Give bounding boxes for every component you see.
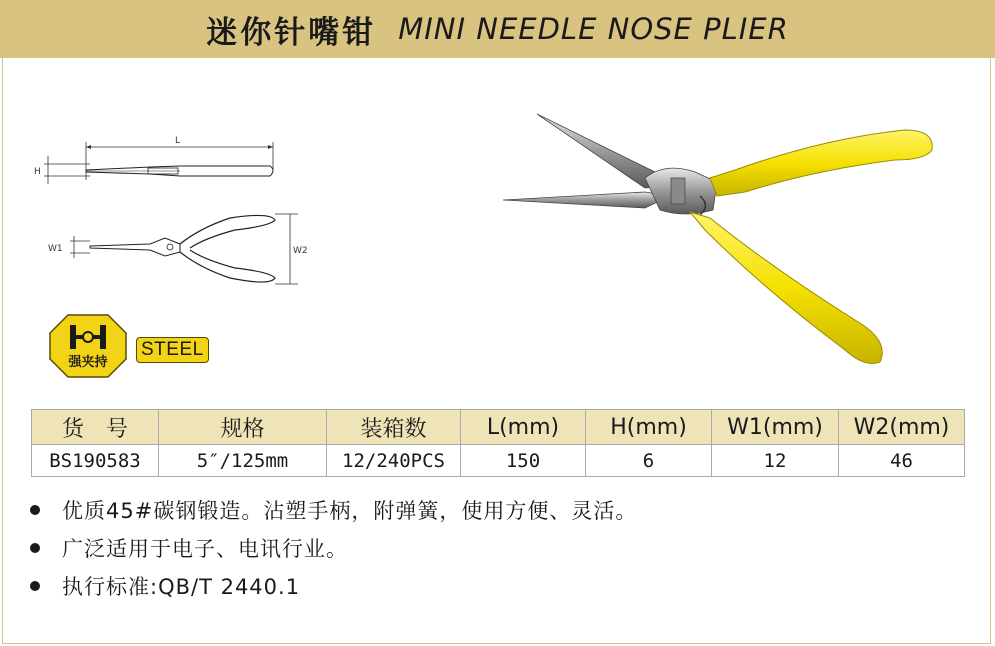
cell-length: 150 — [461, 445, 586, 477]
bullet-dot-icon — [30, 505, 40, 515]
header-item-no: 货 号 — [32, 410, 159, 445]
dimension-w2-label: W2 — [293, 246, 308, 256]
cell-spec: 5″/125mm — [159, 445, 327, 477]
cell-w1: 12 — [712, 445, 839, 477]
header-packing: 装箱数 — [327, 410, 461, 445]
table-header-row — [32, 410, 965, 445]
top-view-diagram — [30, 208, 308, 292]
table-row — [32, 445, 965, 477]
feature-text: 优质45#碳钢锻造。沾塑手柄，附弹簧，使用方便、灵活。 — [62, 499, 638, 523]
spec-table — [31, 409, 965, 477]
cell-item-no: BS190583 — [32, 445, 159, 477]
header-w1: W1(mm) — [712, 410, 839, 445]
header-spec: 规格 — [159, 410, 327, 445]
list-item — [30, 491, 637, 529]
title-bar — [0, 0, 995, 58]
steel-label: STEEL — [136, 337, 209, 363]
plier-photo — [495, 100, 945, 370]
feature-text: 执行标准:QB/T 2440.1 — [62, 575, 301, 599]
strong-grip-badge — [48, 313, 128, 379]
header-length: L(mm) — [461, 410, 586, 445]
feature-text: 广泛适用于电子、电讯行业。 — [62, 537, 348, 561]
cell-packing: 12/240PCS — [327, 445, 461, 477]
bullet-dot-icon — [30, 581, 40, 591]
dimension-w1-label: W1 — [48, 244, 63, 254]
title-english: MINI NEEDLE NOSE PLIER — [398, 12, 789, 46]
badge-text: 强夹持 — [68, 355, 108, 370]
list-item — [30, 567, 637, 605]
dimension-h-label: H — [34, 167, 41, 177]
dimension-l-label: L — [175, 136, 181, 146]
bullet-dot-icon — [30, 543, 40, 553]
header-w2: W2(mm) — [839, 410, 965, 445]
feature-list — [30, 491, 637, 605]
cell-w2: 46 — [839, 445, 965, 477]
side-view-diagram — [30, 130, 290, 192]
header-height: H(mm) — [586, 410, 712, 445]
title-chinese: 迷你针嘴钳 — [206, 14, 377, 51]
list-item — [30, 529, 637, 567]
cell-height: 6 — [586, 445, 712, 477]
